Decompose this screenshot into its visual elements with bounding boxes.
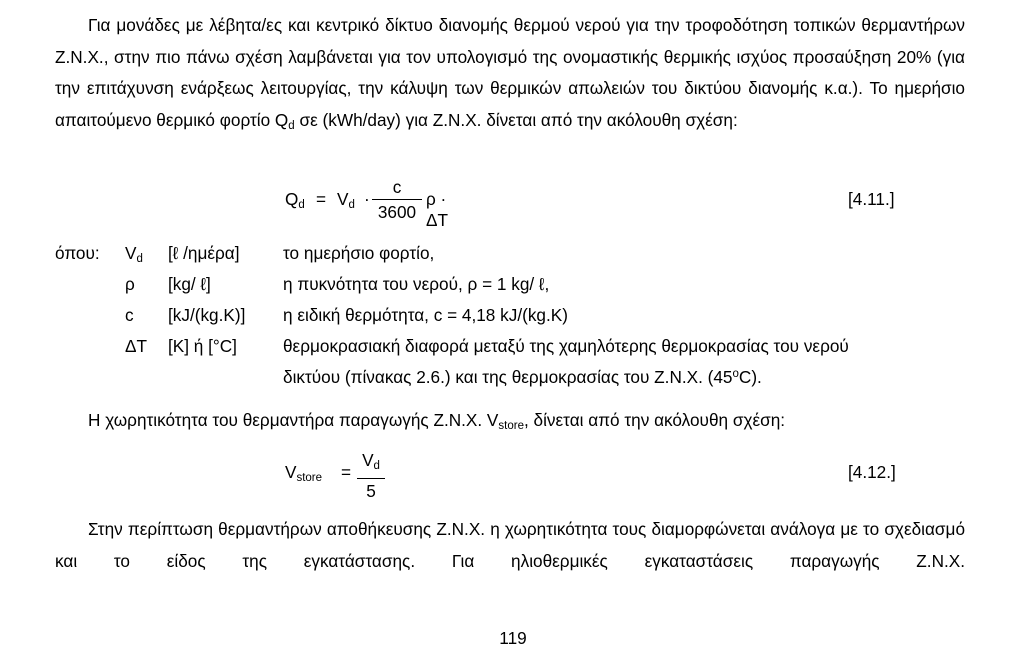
definition-unit: [K] ή [°C] xyxy=(168,336,237,356)
eq1-lhs: $Q_d$ xyxy=(285,189,305,211)
eq2-lhs: $V_{store}$ xyxy=(285,462,323,484)
eq1-numerator: c xyxy=(392,177,402,197)
definition-symbol: c xyxy=(125,305,134,325)
definition-symbol: $V_d$ xyxy=(125,243,143,265)
definition-symbol: ρ xyxy=(125,274,135,294)
eq2-fraction xyxy=(357,450,385,501)
page-number: 119 xyxy=(499,628,527,648)
eq1-dot: · xyxy=(364,189,370,209)
document-page: Για μονάδες με λέβητα/ες και κεντρικό δίκτυο διανομής θερμού νερού για την τροφοδότηση τοπικών θερμαντήρων Ζ.Ν.Χ., στην πιο πάνω σχέση λαμβάνεται για τον υπολογισμό της ονομαστικής θερμικής ισχύος προσαύξηση 20% (για την επιτάχυνση ενάρξεως λειτουργίας, την κάλυψη των θερμικών απωλειών του δικτύου διανομής κ.α.). Το ημερήσιο απαιτούμενο θερμικό φορτίο $Q_d$ σε (kWh/day) για Ζ.Ν.Χ. δίνεται από την ακόλουθη σχέση: $Q_d$ = $V_d$ · c 3600 ρ · ΔT [4.11.] όπου: $V_d$ [ℓ /ημέρα] το ημερήσιο φορτίο, ρ [kg/ ℓ] η πυκνότητα του νερού, ρ = 1 kg/ ℓ, c [kJ/(kg.K)] η ειδική θερμότητα, c = 4,18 kJ/(kg.K) ΔT [K] ή [°C] θερμοκρασιακή διαφορά μεταξύ της χαμηλότερης θερμοκρασίας του νερού δικτύου (πίνακας 2.6.) και της θερμοκρασίας του Ζ.Ν.Χ. (45$^o$C). Η χωρητικότητα του θερμαντήρα παραγωγής Ζ.Ν.Χ. $V_{store}$, δίνεται από την ακόλουθη σχέση: $V_{store}$ = $V_d$ 5 [4.12.] Στην περίπτωση θερμαντήρων αποθήκευσης Ζ.Ν.Χ. η χωρητικότητα τους διαμορφώνεται ανάλογα με το σχεδιασμό και το είδος της εγκατάστασης. Για ηλιοθερμικές εγκαταστάσεις παραγωγής Ζ.Ν.Χ. 119 xyxy=(0,0,1026,653)
definition-desc: η ειδική θερμότητα, c = 4,18 kJ/(kg.K) xyxy=(283,305,568,325)
eq1-tag: [4.11.] xyxy=(848,189,895,209)
eq2-denominator: 5 xyxy=(366,481,376,501)
definition-unit: [kJ/(kg.K)] xyxy=(168,305,246,325)
eq1-v: $V_d$ xyxy=(337,189,355,211)
eq2-equals: = xyxy=(341,462,352,482)
paragraph-1: Για μονάδες με λέβητα/ες και κεντρικό δίκτυο διανομής θερμού νερού για την τροφοδότηση τοπικών θερμαντήρων Ζ.Ν.Χ., στην πιο πάνω σχέση λαμβάνεται για τον υπολογισμό της ονομαστικής θερμικής ισχύος προσαύξηση 20% (για την επιτάχυνση ενάρξεως λειτουργίας, την κάλυψη των θερμικών απωλειών του δικτύου διανομής κ.α.). Το ημερήσιο απαιτούμενο θερμικό φορτίο $Q_d$ σε (kWh/day) για Ζ.Ν.Χ. δίνεται από την ακόλουθη σχέση: xyxy=(55,15,965,132)
paragraph-3: Στην περίπτωση θερμαντήρων αποθήκευσης Ζ.Ν.Χ. η χωρητικότητα τους διαμορφώνεται ανάλογα με το σχεδιασμό και το είδος της εγκατάστασης. Για ηλιοθερμικές εγκαταστάσεις παραγωγής Ζ.Ν.Χ. xyxy=(55,519,965,571)
eq2-tag: [4.12.] xyxy=(848,462,896,482)
paragraph-2: Η χωρητικότητα του θερμαντήρα παραγωγής Ζ.Ν.Χ. $V_{store}$, δίνεται από την ακόλουθη σχέση: xyxy=(88,410,786,432)
eq2-numerator: $V_d$ xyxy=(362,450,380,472)
definition-unit: [ℓ /ημέρα] xyxy=(168,243,240,263)
definitions-intro: όπου: xyxy=(55,243,100,263)
definition-desc: η πυκνότητα του νερού, ρ = 1 kg/ ℓ, xyxy=(283,274,550,294)
definition-desc: το ημερήσιο φορτίο, xyxy=(283,243,435,263)
definition-symbol: ΔT xyxy=(125,336,147,356)
eq1-denominator: 3600 xyxy=(377,202,417,222)
eq1-equals: = xyxy=(316,189,327,209)
eq1-fraction xyxy=(372,177,422,222)
eq1-rest: ρ · ΔT xyxy=(426,189,448,230)
definition-desc: θερμοκρασιακή διαφορά μεταξύ της χαμηλότερης θερμοκρασίας του νερού xyxy=(283,336,849,356)
definition-unit: [kg/ ℓ] xyxy=(168,274,211,294)
